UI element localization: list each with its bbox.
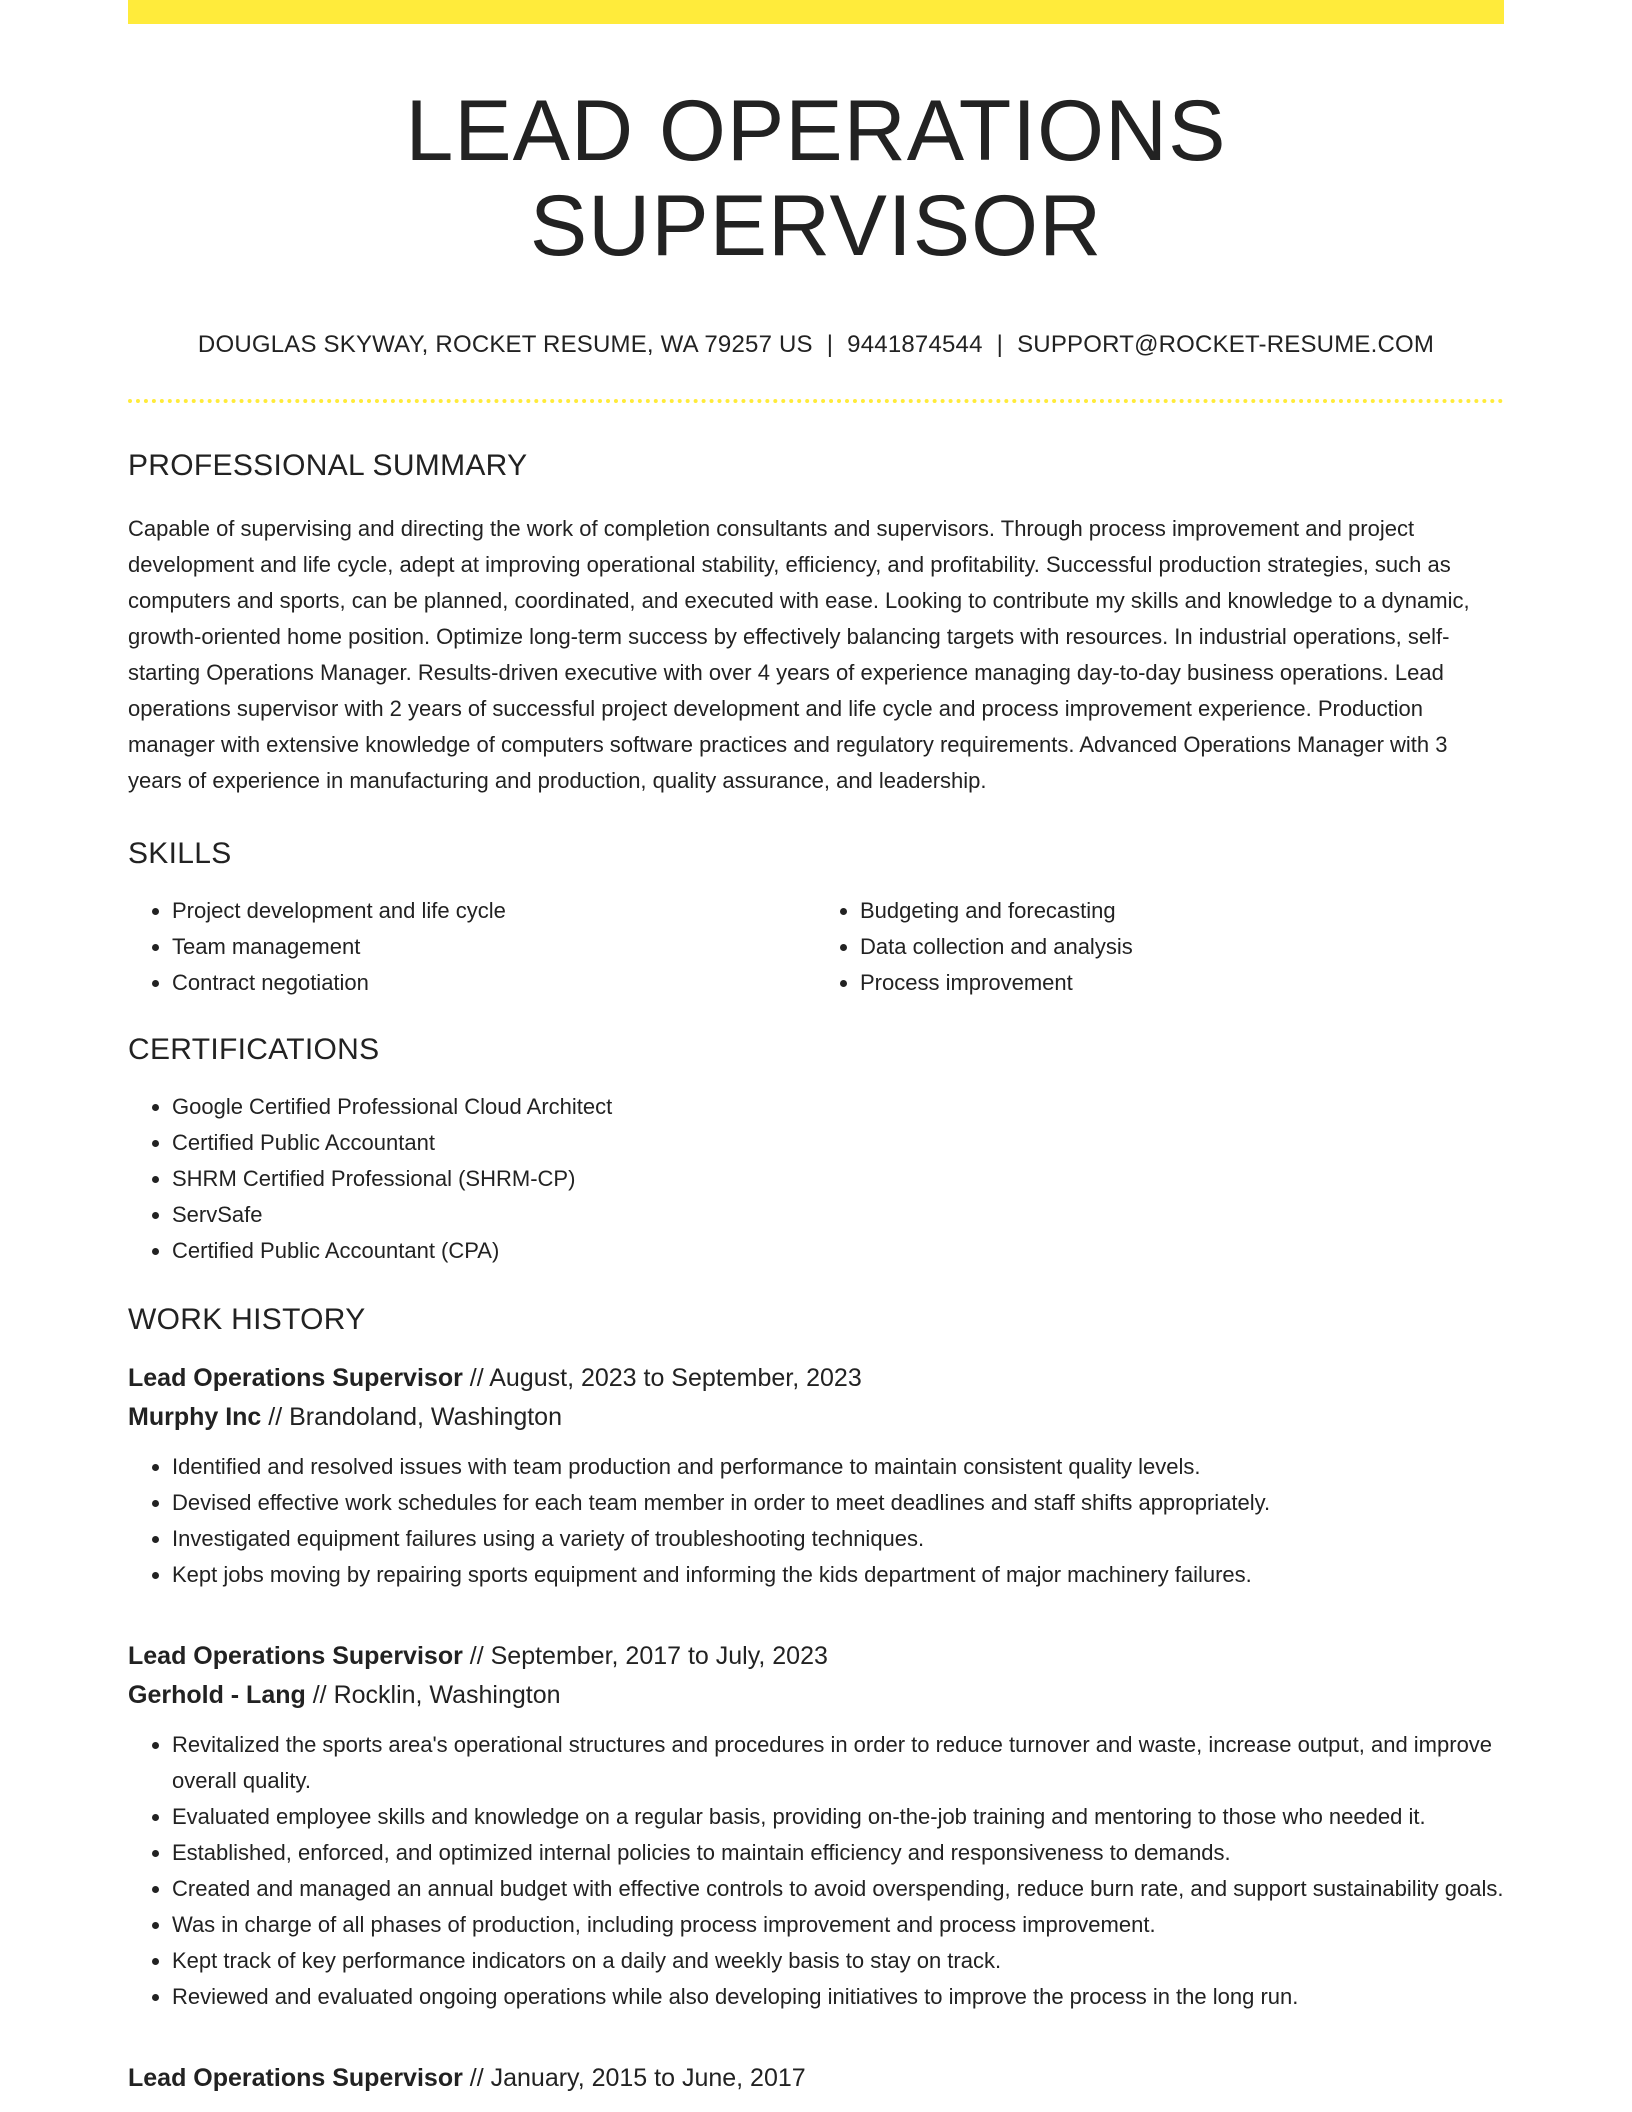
skill-item: • Contract negotiation bbox=[172, 965, 816, 1001]
job-bullet: • Evaluated employee skills and knowledge on a regular basis, providing on-the-job training and mentoring to those who needed it. bbox=[172, 1799, 1504, 1835]
job-bullet: • Devised effective work schedules for each team member in order to meet deadlines and staff shifts appropriately. bbox=[172, 1485, 1504, 1521]
contact-email: SUPPORT@ROCKET-RESUME.COM bbox=[1017, 331, 1435, 359]
accent-top-bar bbox=[128, 0, 1504, 24]
skills-grid bbox=[128, 893, 1504, 1001]
certifications-heading: CERTIFICATIONS bbox=[128, 1033, 380, 1067]
job-bullet: • Was in charge of all phases of production, including process improvement and process improvement. bbox=[172, 1907, 1504, 1943]
contact-separator: | bbox=[826, 331, 834, 359]
job-dates: // August, 2023 to September, 2023 bbox=[462, 1364, 862, 1393]
job-bullet: • Created and managed an annual budget with effective controls to avoid overspending, reduce burn rate, and support sustainability goals. bbox=[172, 1871, 1504, 1907]
contact-address: DOUGLAS SKYWAY, ROCKET RESUME, WA 79257 US bbox=[197, 331, 813, 359]
dotted-divider bbox=[128, 399, 1504, 403]
work-history-heading: WORK HISTORY bbox=[128, 1303, 366, 1337]
job-bullet: • Kept jobs moving by repairing sports equipment and informing the kids department of major machinery failures. bbox=[172, 1557, 1504, 1593]
job-title: Lead Operations Supervisor bbox=[128, 1364, 463, 1393]
certification-item: • Google Certified Professional Cloud Architect bbox=[172, 1089, 1504, 1125]
work-history-section bbox=[128, 1303, 1504, 2098]
job-bullet: • Kept track of key performance indicators on a daily and weekly basis to stay on track. bbox=[172, 1943, 1504, 1979]
job-dates: // September, 2017 to July, 2023 bbox=[462, 1642, 828, 1671]
certification-item: • Certified Public Accountant bbox=[172, 1125, 1504, 1161]
job-bullet: • Revitalized the sports area's operational structures and procedures in order to reduce turnover and waste, increase output, and improve overall quality. bbox=[172, 1727, 1504, 1799]
job-bullets bbox=[128, 1727, 1504, 2015]
job-bullets bbox=[128, 1449, 1504, 1593]
job-company-line bbox=[128, 1398, 1504, 1437]
job-bullet: • Investigated equipment failures using a variety of troubleshooting techniques. bbox=[172, 1521, 1504, 1557]
contact-line bbox=[128, 331, 1504, 359]
job-entry bbox=[128, 2059, 1504, 2098]
job-company: Murphy Inc bbox=[128, 1403, 262, 1432]
job-dates: // January, 2015 to June, 2017 bbox=[462, 2064, 806, 2093]
job-title-line bbox=[128, 1359, 1504, 1398]
job-company: Gerhold - Lang bbox=[128, 1681, 306, 1710]
certification-item: • Certified Public Accountant (CPA) bbox=[172, 1233, 1504, 1269]
job-entry bbox=[128, 1359, 1504, 1593]
job-title: Lead Operations Supervisor bbox=[128, 1642, 463, 1671]
skills-heading: SKILLS bbox=[128, 837, 232, 871]
skills-section bbox=[128, 837, 1504, 1001]
skills-column-right bbox=[816, 893, 1504, 1001]
skill-item: • Data collection and analysis bbox=[860, 929, 1504, 965]
job-title-line bbox=[128, 2059, 1504, 2098]
summary-text: Capable of supervising and directing the work of completion consultants and supervisors. Through process improvement and project development and life cycle, adept at improving operational stability, efficiency, and profitability. Successful production strategies, such as computers and sports, can be planned, coordinated, and executed with ease. Looking to contribute my skills and knowledge to a dynamic, growth-oriented home position. Optimize long-term success by effectively balancing targets with resources. In industrial operations, self-starting Operations Manager. Results-driven executive with over 4 years of experience managing day-to-day business operations. Lead operations supervisor with 2 years of successful project development and life cycle and process improvement experience. Production manager with extensive knowledge of computers software practices and regulatory requirements. Advanced Operations Manager with 3 years of experience in manufacturing and production, quality assurance, and leadership. bbox=[128, 516, 1470, 794]
job-bullet: • Reviewed and evaluated ongoing operations while also developing initiatives to improve the process in the long run. bbox=[172, 1979, 1504, 2015]
contact-phone: 9441874544 bbox=[847, 331, 983, 359]
job-company-line bbox=[128, 1676, 1504, 1715]
summary-heading: PROFESSIONAL SUMMARY bbox=[128, 449, 528, 483]
skill-item: • Project development and life cycle bbox=[172, 893, 816, 929]
skill-item: • Team management bbox=[172, 929, 816, 965]
skill-item: • Budgeting and forecasting bbox=[860, 893, 1504, 929]
job-bullet: • Identified and resolved issues with team production and performance to maintain consistent quality levels. bbox=[172, 1449, 1504, 1485]
skills-list-left bbox=[128, 893, 816, 1001]
skills-list-right bbox=[816, 893, 1504, 1001]
certifications-section bbox=[128, 1033, 1504, 1269]
contact-separator: | bbox=[996, 331, 1004, 359]
job-entry bbox=[128, 1637, 1504, 2015]
job-location: // Rocklin, Washington bbox=[305, 1681, 561, 1710]
resume-title: LEAD OPERATIONS SUPERVISOR bbox=[405, 83, 1227, 274]
certifications-list bbox=[128, 1089, 1504, 1269]
certification-item: • SHRM Certified Professional (SHRM-CP) bbox=[172, 1161, 1504, 1197]
job-bullet: • Established, enforced, and optimized internal policies to maintain efficiency and responsiveness to demands. bbox=[172, 1835, 1504, 1871]
summary-section bbox=[128, 449, 1504, 799]
job-location: // Brandoland, Washington bbox=[261, 1403, 562, 1432]
skills-column-left bbox=[128, 893, 816, 1001]
job-title-line bbox=[128, 1637, 1504, 1676]
skill-item: • Process improvement bbox=[860, 965, 1504, 1001]
certification-item: • ServSafe bbox=[172, 1197, 1504, 1233]
resume-page bbox=[128, 0, 1504, 2098]
job-title: Lead Operations Supervisor bbox=[128, 2064, 463, 2093]
